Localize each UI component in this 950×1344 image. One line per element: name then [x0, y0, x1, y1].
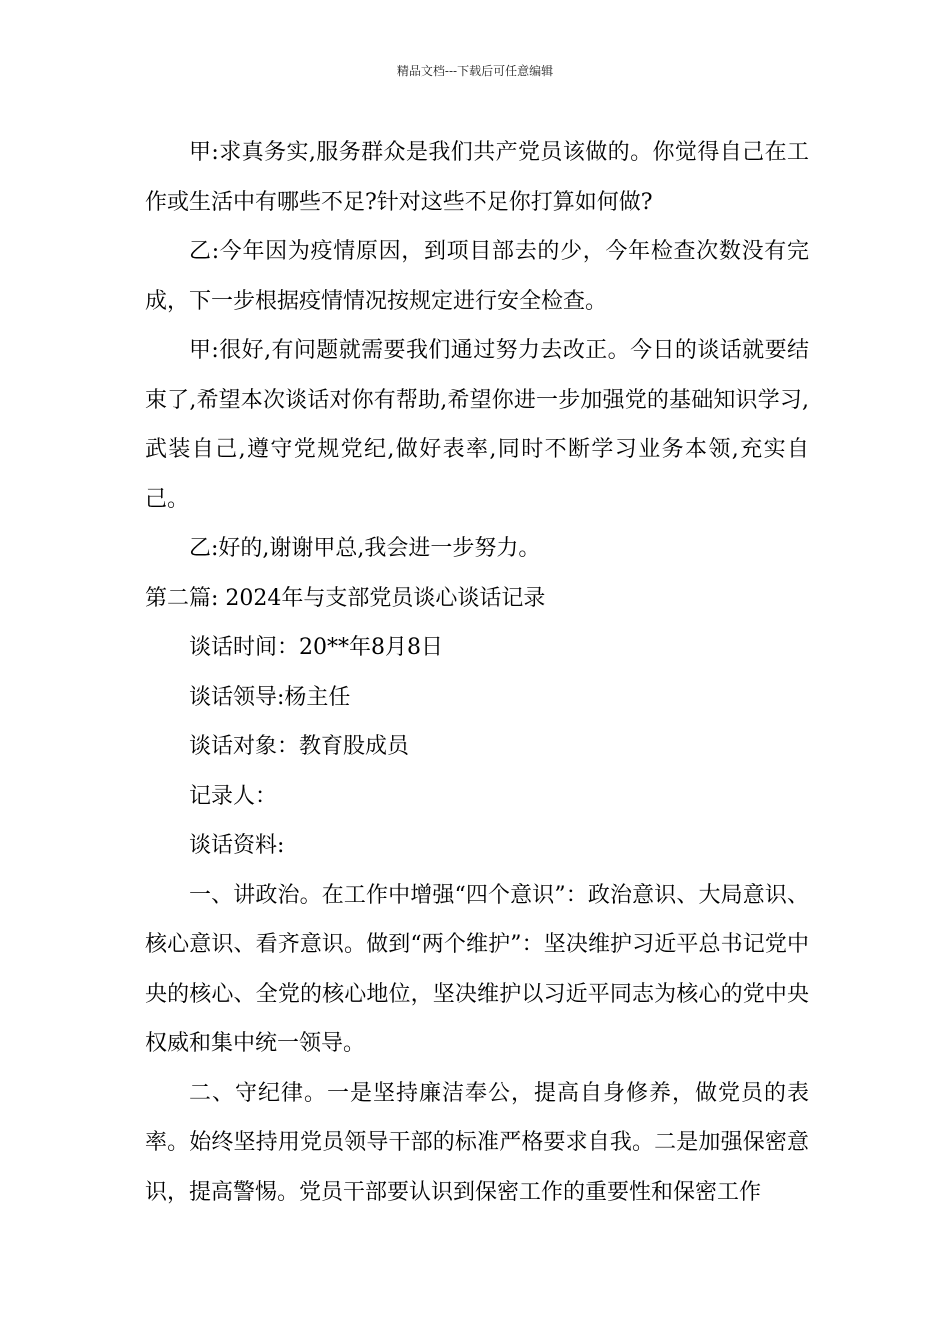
talk-leader: 谈话领导:杨主任: [189, 684, 351, 710]
page-header: 精品文档---下载后可任意编辑: [396, 64, 554, 78]
paragraph-2: 乙:今年因为疫情原因，到项目部去的少，今年检查次数没有完成，下一步根据疫情情况按规定进行安全检查。: [145, 239, 809, 314]
recorder: 记录人：: [189, 783, 278, 809]
paragraph-1: 甲:求真务实,服务群众是我们共产党员该做的。你觉得自己在工作或生活中有哪些不足?针对这些不足你打算如何做?: [145, 140, 809, 215]
talk-subject: 谈话对象：教育股成员: [189, 734, 410, 759]
section-heading: 第二篇: 2024年与支部党员谈心谈话记录: [145, 585, 546, 611]
document-body: [145, 128, 809, 1217]
paragraph-discipline: 二、守纪律。一是坚持廉洁奉公，提高自身修养，做党员的表率。始终坚持用党员领导干部的标准严格要求自我。二是加强保密意识，提高警惕。党员干部要认识到保密工作的重要性和保密工作: [145, 1080, 809, 1205]
paragraph-3: 甲:很好,有问题就需要我们通过努力去改正。今日的谈话就要结束了,希望本次谈话对你有帮助,希望你进一步加强党的基础知识学习,武装自己,遵守党规党纪,做好表率,同时不断学习业务本领,充实自己。: [145, 338, 809, 512]
paragraph-4: 乙:好的,谢谢甲总,我会进一步努力。: [189, 536, 541, 561]
talk-content-label: 谈话资料:: [189, 833, 285, 858]
paragraph-politics: 一、讲政治。在工作中增强“四个意识”：政治意识、大局意识、核心意识、看齐意识。做到“两个维护”：坚决维护习近平总书记党中央的核心、全党的核心地位，坚决维护以习近平同志为核心的党中央权威和集中统一领导。: [145, 882, 809, 1056]
talk-time: 谈话时间：20**年8月8日: [189, 635, 443, 660]
